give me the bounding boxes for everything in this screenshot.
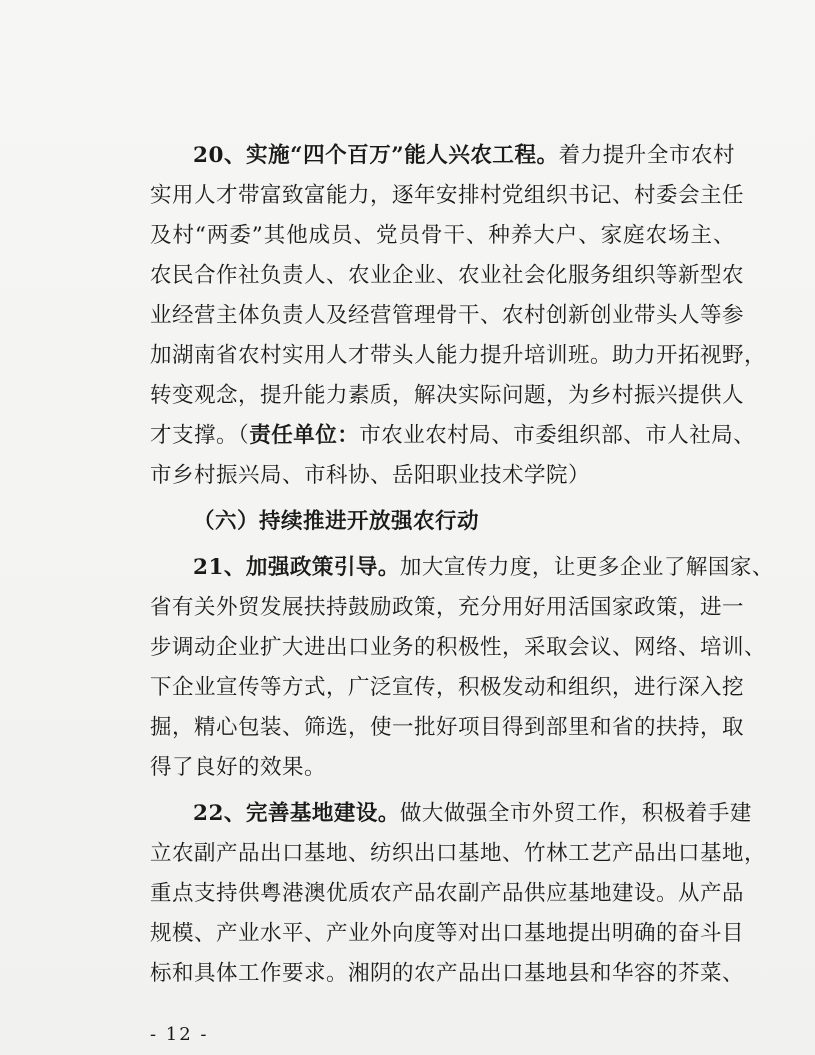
paragraph-20-line-6: 加湖南省农村实用人才带头人能力提升培训班。助力开拓视野，: [150, 343, 767, 368]
paragraph-20-lead: 20、实施“四个百万”能人兴农工程。: [193, 143, 559, 168]
paragraph-20-line-4: 农民合作社负责人、农业企业、农业社会化服务组织等新型农: [150, 263, 745, 288]
paragraph-22-line-4: 规模、产业水平、产业外向度等对出口基地提出明确的奋斗目: [150, 921, 745, 946]
paragraph-22-line-3: 重点支持供粤港澳优质农产品农副产品供应基地建设。从产品: [150, 881, 745, 906]
paragraph-20-line-2: 实用人才带富致富能力，逐年安排村党组织书记、村委会主任: [150, 183, 745, 208]
paragraph-21-line-3: 步调动企业扩大进出口业务的积极性，采取会议、网络、培训、: [150, 635, 767, 660]
paragraph-20-line-1: 20、实施“四个百万”能人兴农工程。着力提升全市农村: [193, 143, 735, 168]
paragraph-21-lead: 21、加强政策引导。: [193, 555, 400, 580]
paragraph-22-line-5: 标和具体工作要求。湘阴的农产品出口基地县和华容的芥菜、: [150, 961, 745, 986]
paragraph-22-line-1: 22、完善基地建设。做大做强全市外贸工作，积极着手建: [193, 801, 752, 826]
paragraph-21-line-1: 21、加强政策引导。加大宣传力度，让更多企业了解国家、: [193, 555, 774, 580]
paragraph-20-line-8: 才支撑。（责任单位：市农业农村局、市委组织部、市人社局、: [150, 423, 756, 448]
page-number: - 12 -: [150, 1024, 209, 1045]
paragraph-22-lead: 22、完善基地建设。: [193, 801, 400, 826]
section-heading: （六）持续推进开放强农行动: [193, 509, 480, 534]
paragraph-21-line-2: 省有关外贸发展扶持鼓励政策，充分用好用活国家政策，进一: [150, 595, 745, 620]
paragraph-21-line-6: 得了良好的效果。: [150, 755, 327, 780]
responsible-units-label: 责任单位：: [249, 423, 360, 448]
paragraph-21-line-4: 下企业宣传等方式，广泛宣传，积极发动和组织，进行深入挖: [150, 675, 745, 700]
paragraph-20-line-3: 及村“两委”其他成员、党员骨干、种养大户、家庭农场主、: [150, 223, 735, 248]
paragraph-20-line-9: 市乡村振兴局、市科协、岳阳职业技术学院）: [150, 463, 591, 488]
paragraph-22-line-2: 立农副产品出口基地、纺织出口基地、竹林工艺产品出口基地，: [150, 841, 767, 866]
paragraph-20-line-7: 转变观念，提升能力素质，解决实际问题，为乡村振兴提供人: [150, 383, 745, 408]
paragraph-20-line-5: 业经营主体负责人及经营管理骨干、农村创新创业带头人等参: [150, 303, 745, 328]
paragraph-21-line-5: 掘，精心包装、筛选，使一批好项目得到部里和省的扶持，取: [150, 715, 745, 740]
